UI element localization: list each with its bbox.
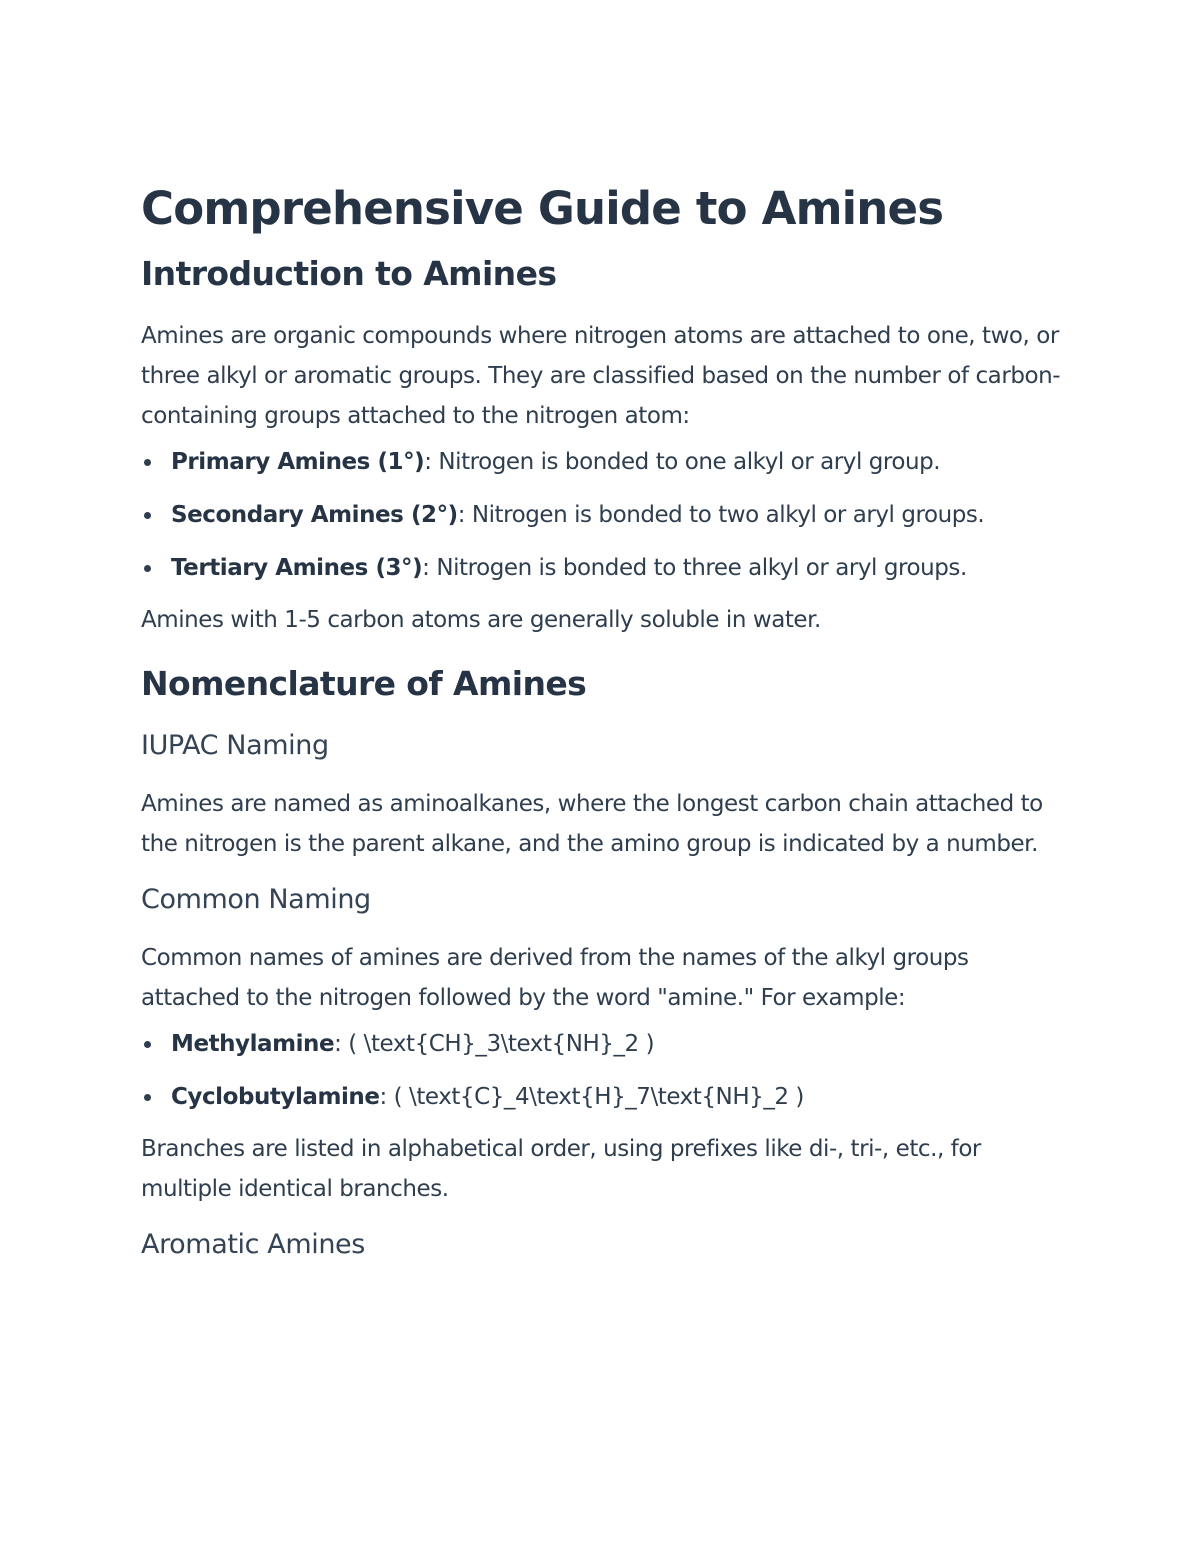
subsection-heading-aromatic: Aromatic Amines — [141, 1229, 365, 1260]
solubility-note: Amines with 1-5 carbon atoms are generally soluble in water. — [141, 607, 821, 633]
list-item — [141, 548, 1071, 588]
page-title: Comprehensive Guide to Amines — [141, 182, 944, 235]
list-item — [141, 442, 1071, 482]
bullet-icon — [144, 1094, 151, 1101]
bullet-icon — [144, 512, 151, 519]
list-item-term: Methylamine — [171, 1031, 335, 1057]
common-naming-examples-list — [141, 1024, 1071, 1117]
section-heading-nomenclature: Nomenclature of Amines — [141, 664, 587, 703]
bullet-icon — [144, 1041, 151, 1048]
amine-classification-list — [141, 442, 1071, 588]
list-item-term: Secondary Amines (2°) — [171, 502, 458, 528]
list-item — [141, 495, 1071, 535]
document-page — [141, 160, 1071, 1263]
common-naming-paragraph: Common names of amines are derived from the names of the alkyl groups attached to the nitrogen followed by the word "amine." For example: — [141, 945, 969, 1011]
list-item-term: Primary Amines (1°) — [171, 449, 425, 475]
subsection-heading-common: Common Naming — [141, 884, 371, 915]
list-item-text: : Nitrogen is bonded to two alkyl or aryl groups. — [457, 502, 985, 528]
list-item-term: Tertiary Amines (3°) — [171, 555, 423, 581]
list-item-term: Cyclobutylamine — [171, 1084, 380, 1110]
list-item — [141, 1077, 1071, 1117]
list-item-text: : Nitrogen is bonded to one alkyl or aryl group. — [424, 449, 941, 475]
section-heading-introduction: Introduction to Amines — [141, 254, 557, 293]
bullet-icon — [144, 459, 151, 466]
intro-paragraph: Amines are organic compounds where nitrogen atoms are attached to one, two, or three alkyl or aromatic groups. They are classified based on the number of carbon-containing groups attached to the nitrogen atom: — [141, 323, 1061, 429]
list-item-text: : ( \text{C}_4\text{H}_7\text{NH}_2 ) — [379, 1084, 804, 1110]
list-item — [141, 1024, 1071, 1064]
branches-note: Branches are listed in alphabetical order, using prefixes like di-, tri-, etc., for multiple identical branches. — [141, 1136, 981, 1202]
iupac-paragraph: Amines are named as aminoalkanes, where the longest carbon chain attached to the nitrogen is the parent alkane, and the amino group is indicated by a number. — [141, 791, 1043, 857]
list-item-text: : ( \text{CH}_3\text{NH}_2 ) — [334, 1031, 655, 1057]
subsection-heading-iupac: IUPAC Naming — [141, 730, 329, 761]
bullet-icon — [144, 565, 151, 572]
list-item-text: : Nitrogen is bonded to three alkyl or aryl groups. — [422, 555, 967, 581]
